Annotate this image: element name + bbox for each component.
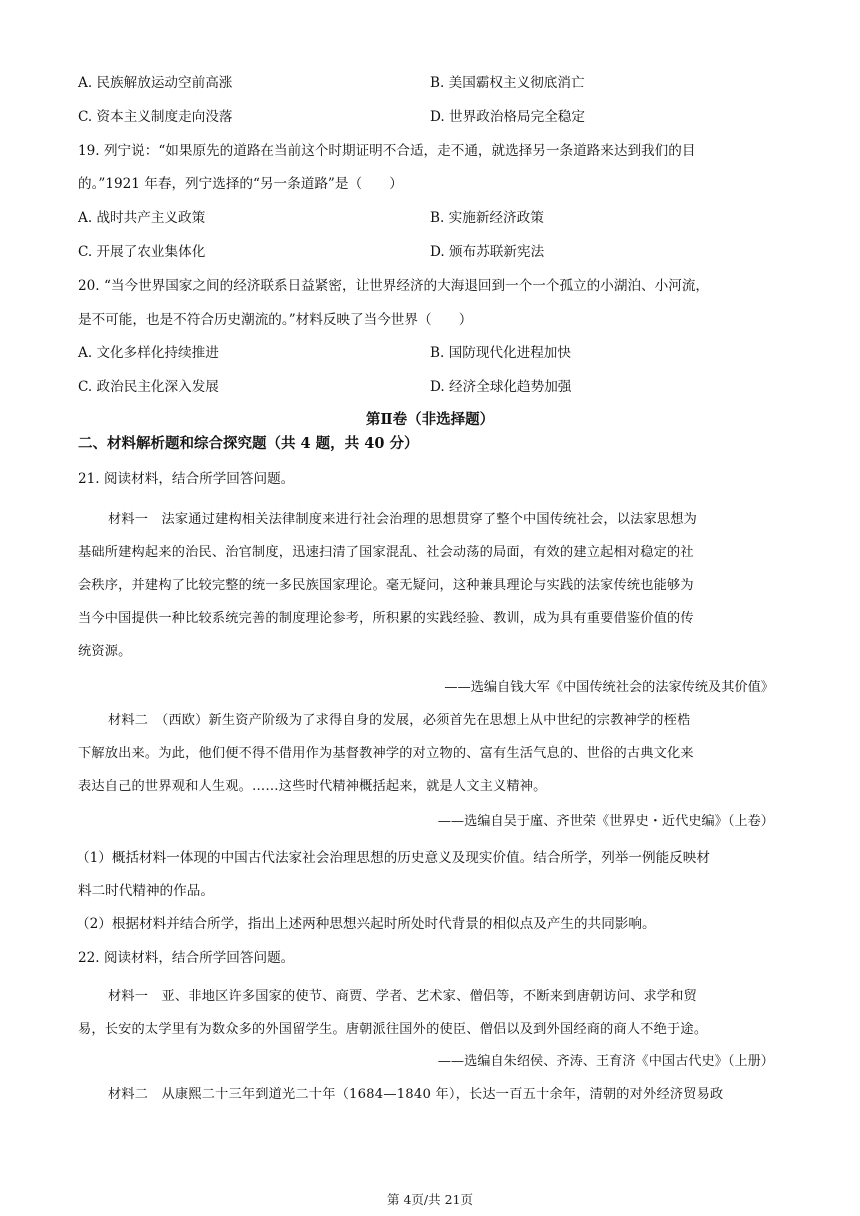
q21-material1-line: 当今中国提供一种比较系统完善的制度理论参考，所积累的实践经验、教训，成为具有重要借鉴价值的传 <box>78 611 694 626</box>
q21-material1-line: 材料一 法家通过建构相关法律制度来进行社会治理的思想贯穿了整个中国传统社会，以法家思想为 <box>108 512 698 527</box>
volume-title: 第Ⅱ卷（非选择题） <box>365 411 495 428</box>
q22-material2-line: 材料二 从康熙二十三年到道光二十年（1684—1840 年），长达一百五十余年，清朝的对外经济贸易政 <box>108 1087 724 1102</box>
q19-option-c: C. 开展了农业集体化 <box>78 244 206 260</box>
q22-material1-line: 易，长安的太学里有为数众多的外国留学生。唐朝派往国外的使臣、僧侣以及到外国经商的商人不绝于途。 <box>78 1022 708 1037</box>
q21-stem: 21. 阅读材料，结合所学回答问题。 <box>78 471 295 487</box>
q21-material1-line: 会秩序，并建构了比较完整的统一多民族国家理论。毫无疑问，这种兼具理论与实践的法家传统也能够为 <box>78 578 694 593</box>
q20-option-c: C. 政治民主化深入发展 <box>78 379 219 395</box>
q21-sub1-line2: 料二时代精神的作品。 <box>78 883 214 899</box>
q21-material2-line: 材料二 （西欧）新生资产阶级为了求得自身的发展，必须首先在思想上从中世纪的宗教神学的桎梏 <box>108 713 691 728</box>
q20-option-d: D. 经济全球化趋势加强 <box>430 379 572 395</box>
q22-material1-source: ——选编自朱绍侯、齐涛、王育济《中国古代史》（上册） <box>437 1054 774 1069</box>
q18-option-d: D. 世界政治格局完全稳定 <box>430 109 585 125</box>
q19-stem-line2: 的。”1921 年春，列宁选择的“另一条道路”是（ ） <box>78 176 403 192</box>
q21-sub2: （2）根据材料并结合所学，指出上述两种思想兴起时所处时代背景的相似点及产生的共同影响。 <box>76 916 656 932</box>
q22-stem: 22. 阅读材料，结合所学回答问题。 <box>78 950 295 966</box>
q19-stem-line1: 19. 列宁说：“如果原先的道路在当前这个时期证明不合适，走不通，就选择另一条道路来达到我们的目 <box>78 143 696 159</box>
q22-material1-line: 材料一 亚、非地区许多国家的使节、商贾、学者、艺术家、僧侣等，不断来到唐朝访问、求学和贸 <box>108 989 698 1004</box>
q21-material2-source: ——选编自吴于廑、齐世荣《世界史・近代史编》（上卷） <box>437 814 774 829</box>
q20-option-b: B. 国防现代化进程加快 <box>430 345 571 361</box>
q21-sub1-line1: （1）概括材料一体现的中国古代法家社会治理思想的历史意义及现实价值。结合所学，列举一例能反映材 <box>76 850 710 866</box>
q20-stem-line2: 是不可能，也是不符合历史潮流的。”材料反映了当今世界（ ） <box>78 312 473 328</box>
part-title: 二、材料解析题和综合探究题（共 4 题，共 40 分） <box>78 435 419 452</box>
q21-material2-line: 下解放出来。为此，他们便不得不借用作为基督教神学的对立物的、富有生活气息的、世俗的古典文化来 <box>78 746 694 761</box>
q18-option-a: A. 民族解放运动空前高涨 <box>78 75 233 91</box>
q20-stem-line1: 20. “当今世界国家之间的经济联系日益紧密，让世界经济的大海退回到一个一个孤立的小湖泊、小河流， <box>78 278 710 294</box>
q20-option-a: A. 文化多样化持续推进 <box>78 345 219 361</box>
q21-material1-line: 统资源。 <box>78 644 132 659</box>
q18-option-c: C. 资本主义制度走向没落 <box>78 109 233 125</box>
q21-material1-source: ——选编自钱大军《中国传统社会的法家传统及其价值》 <box>444 680 774 695</box>
page-footer: 第 4页/共 21页 <box>386 1192 474 1207</box>
q19-option-b: B. 实施新经济政策 <box>430 210 544 226</box>
q21-material1-line: 基础所建构起来的治民、治官制度，迅速扫清了国家混乱、社会动荡的局面，有效的建立起相对稳定的社 <box>78 545 694 560</box>
q18-option-b: B. 美国霸权主义彻底消亡 <box>430 75 585 91</box>
q19-option-a: A. 战时共产主义政策 <box>78 210 206 226</box>
q21-material2-line: 表达自己的世界观和人生观。……这些时代精神概括起来，就是人文主义精神。 <box>78 779 547 794</box>
q19-option-d: D. 颁布苏联新宪法 <box>430 244 545 260</box>
